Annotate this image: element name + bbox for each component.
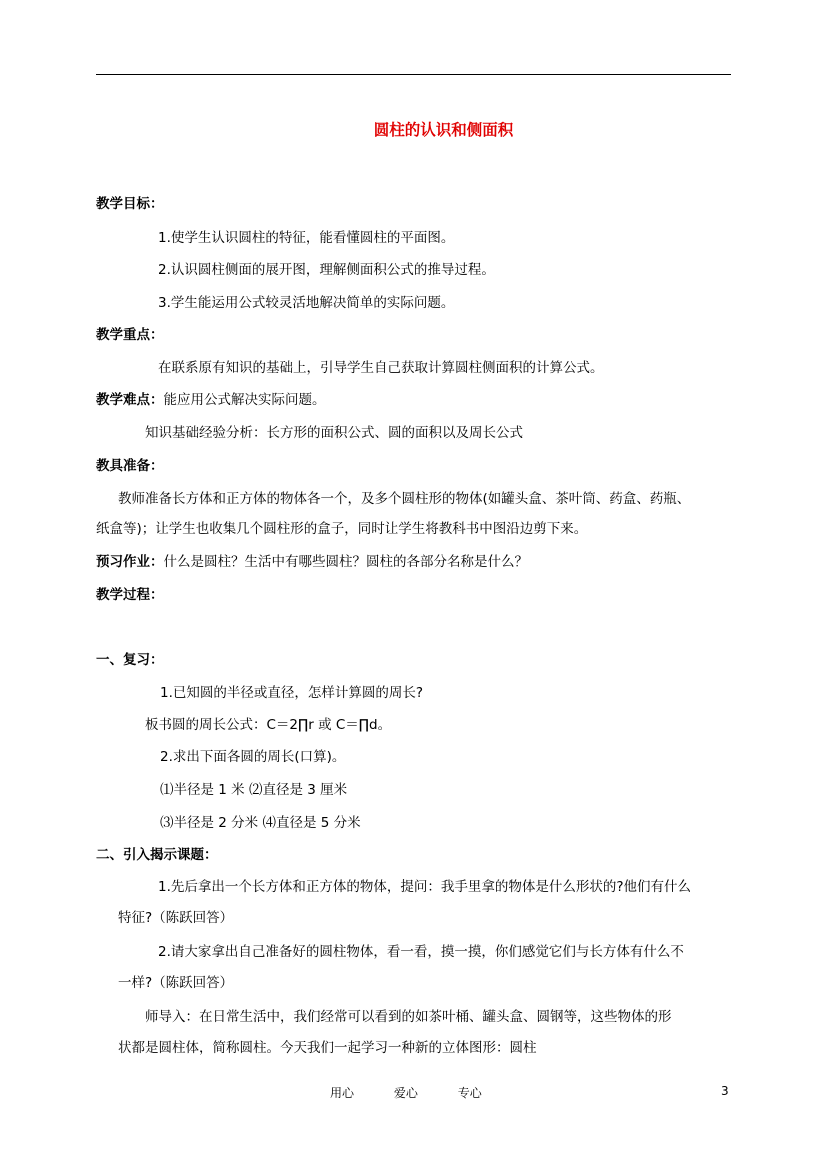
intro-item-2-line-1: 2.请大家拿出自己准备好的圆柱物体，看一看，摸一摸，你们感觉它们与长方体有什么不 xyxy=(158,944,684,960)
section-heading-difficulty: 教学难点： xyxy=(96,392,164,408)
exercise-row-1: ⑴半径是 1 米 ⑵直径是 3 厘米 xyxy=(160,782,348,798)
knowledge-analysis-text: 知识基础经验分析：长方形的面积公式、圆的面积以及周长公式 xyxy=(145,425,523,441)
section-heading-preview: 预习作业： xyxy=(96,554,164,570)
difficulty-text: 能应用公式解决实际问题。 xyxy=(163,392,326,408)
page-number: 3 xyxy=(721,1084,729,1098)
materials-text-line-1: 教师准备长方体和正方体的物体各一个，及多个圆柱形的物体(如罐头盒、茶叶筒、药盒、药瓶、 xyxy=(118,491,691,507)
teacher-intro-line-1: 师导入：在日常生活中，我们经常可以看到的如茶叶桶、罐头盒、圆钢等，这些物体的形 xyxy=(145,1009,672,1025)
section-heading-goals: 教学目标： xyxy=(96,196,164,212)
section-heading-review: 一、复习： xyxy=(96,652,164,668)
review-item-1: 1.已知圆的半径或直径，怎样计算圆的周长? xyxy=(160,685,424,701)
goal-item-2: 2.认识圆柱侧面的展开图，理解侧面积公式的推导过程。 xyxy=(158,262,495,278)
footer-word-1: 用心 xyxy=(330,1086,355,1100)
section-heading-key-points: 教学重点： xyxy=(96,327,164,343)
materials-text-line-2: 纸盒等)；让学生也收集几个圆柱形的盒子，同时让学生将教科书中图沿边剪下来。 xyxy=(96,521,588,537)
circumference-formula: 板书圆的周长公式：C＝2∏r 或 C＝∏d。 xyxy=(145,717,392,733)
intro-item-1-line-1: 1.先后拿出一个长方体和正方体的物体，提问：我手里拿的物体是什么形状的?他们有什么 xyxy=(158,879,692,895)
exercise-row-2: ⑶半径是 2 分米 ⑷直径是 5 分米 xyxy=(160,815,361,831)
goal-item-3: 3.学生能运用公式较灵活地解决简单的实际问题。 xyxy=(158,295,455,311)
section-heading-materials: 教具准备： xyxy=(96,458,164,474)
difficulty-row xyxy=(96,390,326,410)
page-title: 圆柱的认识和侧面积 xyxy=(373,121,514,139)
section-heading-process: 教学过程： xyxy=(96,587,164,603)
footer-word-3: 专心 xyxy=(457,1086,482,1100)
intro-item-2-line-2: 一样?（陈跃回答） xyxy=(118,975,234,991)
header-rule xyxy=(96,74,731,75)
preview-row xyxy=(96,552,528,572)
page-footer xyxy=(330,1084,518,1101)
key-points-text: 在联系原有知识的基础上，引导学生自己获取计算圆柱侧面积的计算公式。 xyxy=(158,360,604,376)
preview-text: 什么是圆柱？生活中有哪些圆柱？圆柱的各部分名称是什么？ xyxy=(163,554,528,570)
section-heading-introduction: 二、引入揭示课题： xyxy=(96,847,218,863)
intro-item-1-line-2: 特征?（陈跃回答） xyxy=(118,910,234,926)
teacher-intro-line-2: 状都是圆柱体，简称圆柱。今天我们一起学习一种新的立体图形：圆柱 xyxy=(118,1040,537,1056)
review-item-2: 2.求出下面各圆的周长(口算)。 xyxy=(160,749,346,765)
goal-item-1: 1.使学生认识圆柱的特征，能看懂圆柱的平面图。 xyxy=(158,230,455,246)
footer-word-2: 爱心 xyxy=(393,1086,418,1100)
